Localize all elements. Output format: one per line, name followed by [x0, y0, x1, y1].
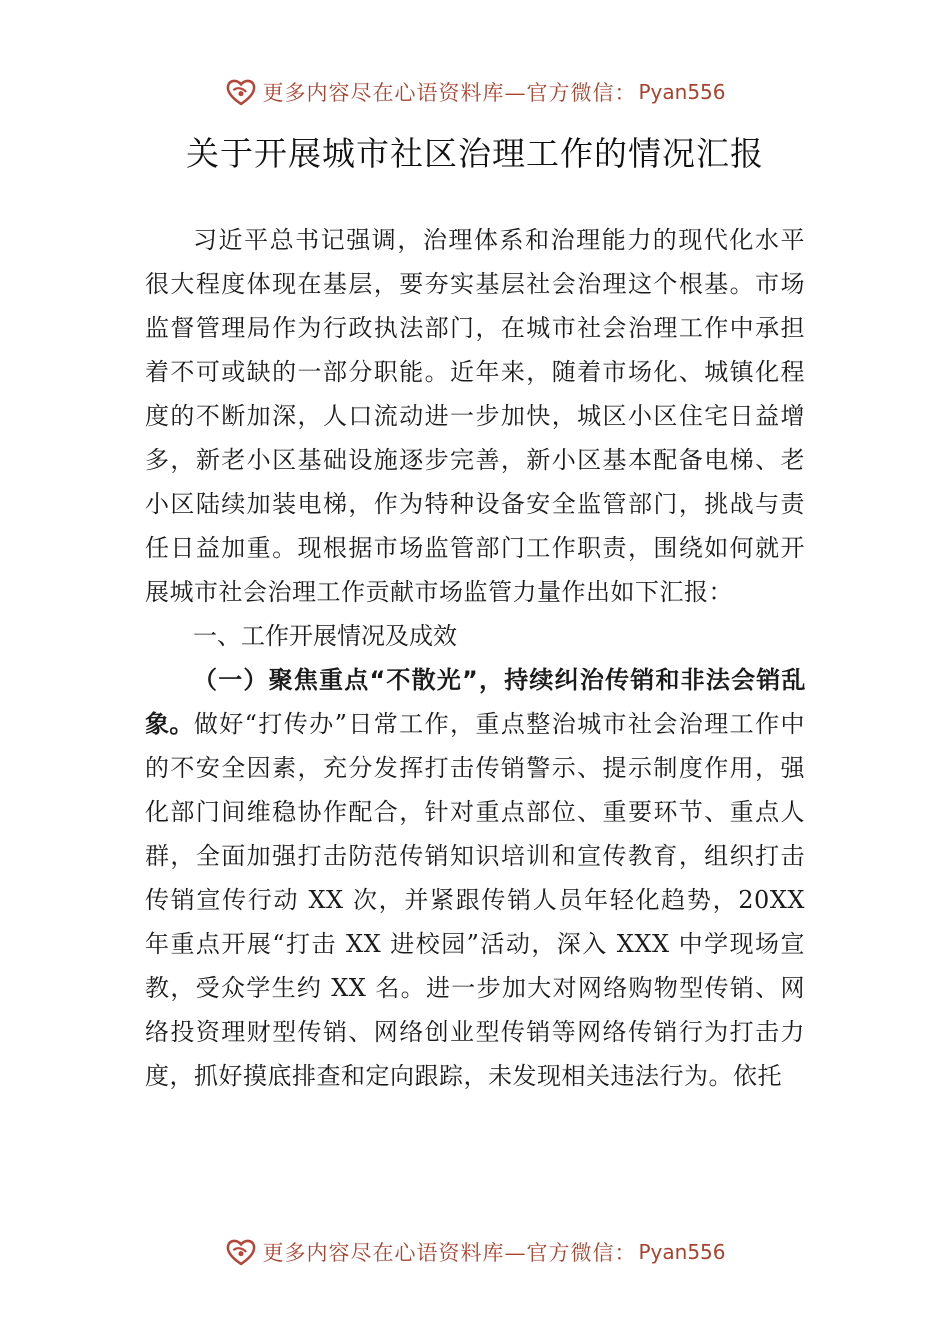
- watermark-text: 更多内容尽在心语资料库—官方微信：: [262, 81, 637, 105]
- subsection-one: [145, 658, 805, 1098]
- heart-logo-icon: [224, 75, 258, 109]
- subsection-one-body: 做好“打传办”日常工作，重点整治城市社会治理工作中的不安全因素，充分发挥打击传销警示、提示制度作用，强化部门间维稳协作配合，针对重点部位、重要环节、重点人群，全面加强打击防范传销知识培训和宣传教育，组织打击传销宣传行动 XX 次，并紧跟传销人员年轻化趋势，20XX 年重点开展“打击 XX 进校园”活动，深入 XXX 中学现场宣教，受众学生约 XX 名。进一步加大对网络购物型传销、网络投资理财型传销、网络创业型传销等网络传销行为打击力度，抓好摸底排查和定向跟踪，未发现相关违法行为。依托: [145, 710, 805, 1090]
- watermark-header: [0, 72, 950, 112]
- document-body: [145, 218, 805, 1098]
- watermark-text: 更多内容尽在心语资料库—官方微信：: [262, 1241, 637, 1265]
- subsection-one-lead: （一）聚焦重点“不散光”，持续纠治传销和非法会销乱象。: [145, 666, 805, 738]
- document-title: 关于开展城市社区治理工作的情况汇报: [186, 134, 764, 173]
- watermark-account: Pyan556: [638, 80, 726, 104]
- watermark-footer: [0, 1232, 950, 1272]
- watermark-account: Pyan556: [638, 1240, 726, 1264]
- heart-logo-icon: [224, 1235, 258, 1269]
- intro-paragraph: 习近平总书记强调，治理体系和治理能力的现代化水平很大程度体现在基层，要夯实基层社会治理这个根基。市场监督管理局作为行政执法部门，在城市社会治理工作中承担着不可或缺的一部分职能。近年来，随着市场化、城镇化程度的不断加深，人口流动进一步加快，城区小区住宅日益增多，新老小区基础设施逐步完善，新小区基本配备电梯、老小区陆续加装电梯，作为特种设备安全监管部门，挑战与责任日益加重。现根据市场监管部门工作职责，围绕如何就开展城市社会治理工作贡献市场监管力量作出如下汇报：: [145, 226, 805, 606]
- section-heading-one: 一、工作开展情况及成效: [193, 622, 457, 650]
